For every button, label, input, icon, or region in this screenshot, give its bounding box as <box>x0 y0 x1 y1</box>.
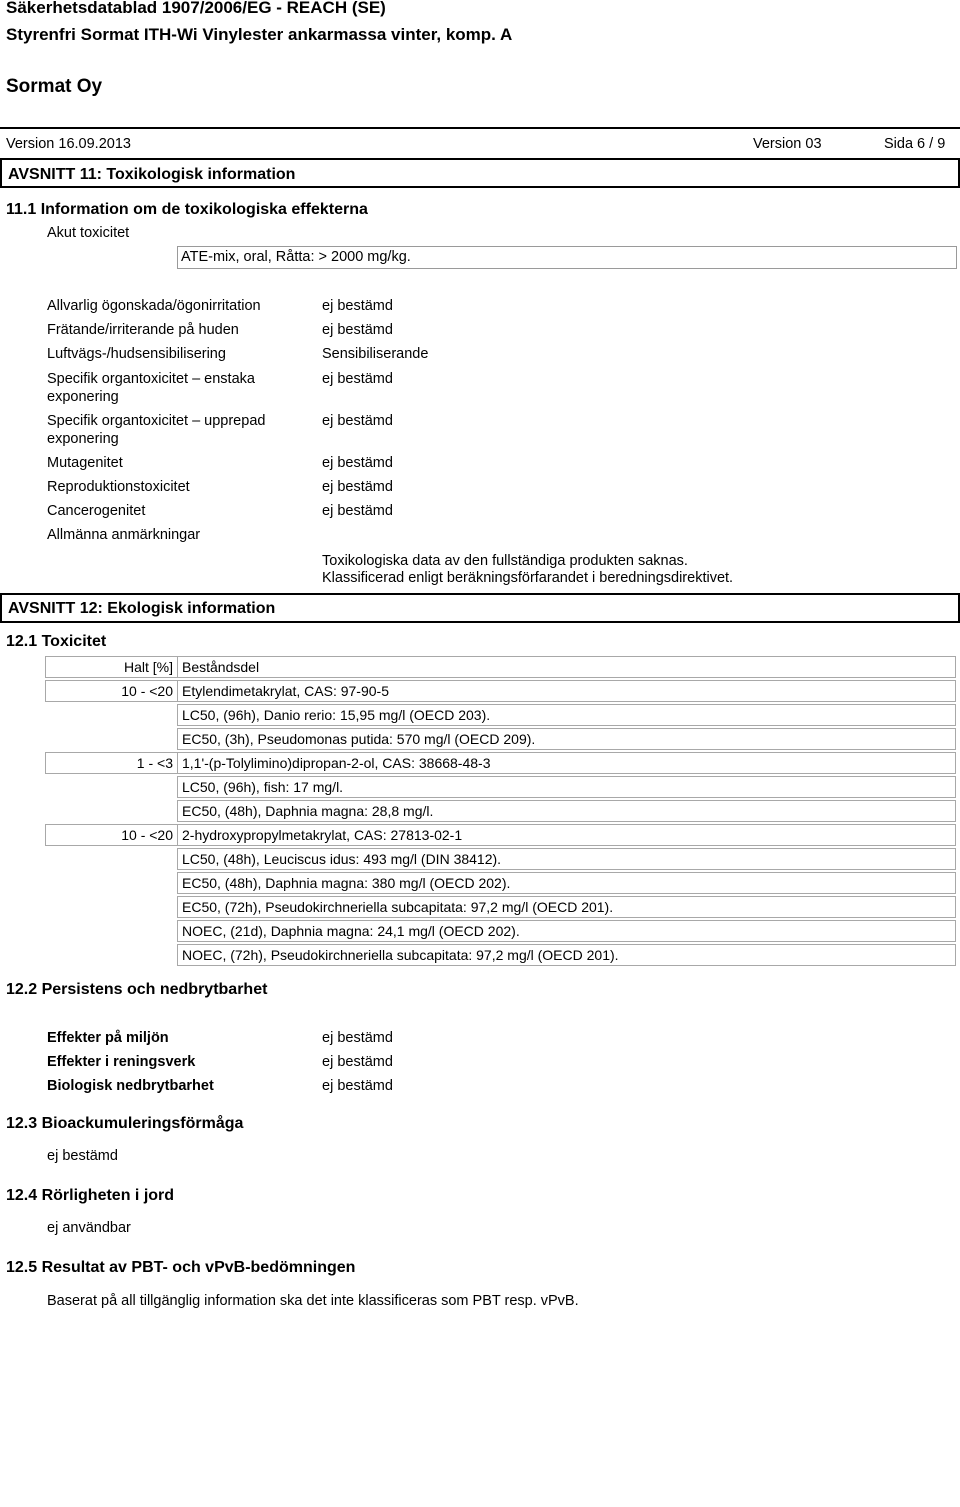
data-cell: EC50, (48h), Daphnia magna: 380 mg/l (OECD 202). <box>177 872 956 894</box>
tox-value: ej bestämd <box>322 455 393 471</box>
halt-cell: 1 - <3 <box>45 752 178 774</box>
subsection-12-3-title: 12.3 Bioackumuleringsförmåga <box>6 1115 244 1132</box>
data-cell: LC50, (48h), Leuciscus idus: 493 mg/l (DIN 38412). <box>177 848 956 870</box>
component-cell: Etylendimetakrylat, CAS: 97-90-5 <box>177 680 956 702</box>
tox-label-cont: exponering <box>47 389 119 405</box>
subsection-12-1-title: 12.1 Toxicitet <box>6 633 107 650</box>
tox-label-cont: exponering <box>47 431 119 447</box>
tox-label: Cancerogenitet <box>47 503 146 519</box>
data-cell: LC50, (96h), fish: 17 mg/l. <box>177 776 956 798</box>
tox-value: ej bestämd <box>322 503 393 519</box>
tox-label: Frätande/irriterande på huden <box>47 322 239 338</box>
tox-remark: Toxikologiska data av den fullständiga produkten saknas. <box>322 553 688 569</box>
mobility-value: ej användbar <box>47 1220 131 1236</box>
subsection-12-4-title: 12.4 Rörligheten i jord <box>6 1187 175 1204</box>
halt-cell: 10 - <20 <box>45 680 178 702</box>
tox-label: Allmänna anmärkningar <box>47 527 201 543</box>
tox-label: Specifik organtoxicitet – upprepad <box>47 413 266 429</box>
tox-label: Allvarlig ögonskada/ögonirritation <box>47 298 261 314</box>
subsection-12-2-title: 12.2 Persistens och nedbrytbarhet <box>6 981 268 998</box>
data-cell: EC50, (3h), Pseudomonas putida: 570 mg/l (OECD 209). <box>177 728 956 750</box>
persist-label: Biologisk nedbrytbarhet <box>47 1078 214 1094</box>
component-cell: 2-hydroxypropylmetakrylat, CAS: 27813-02-1 <box>177 824 956 846</box>
tox-value: ej bestämd <box>322 479 393 495</box>
data-cell: NOEC, (72h), Pseudokirchneriella subcapitata: 97,2 mg/l (OECD 201). <box>177 944 956 966</box>
tox-value: ej bestämd <box>322 298 393 314</box>
company-name: Sormat Oy <box>6 76 103 97</box>
halt-cell: 10 - <20 <box>45 824 178 846</box>
pbt-value: Baserat på all tillgänglig information ska det inte klassificeras som PBT resp. vPvB. <box>47 1293 579 1309</box>
component-cell: 1,1'-(p-Tolylimino)dipropan-2-ol, CAS: 38668-48-3 <box>177 752 956 774</box>
header-divider <box>0 127 960 129</box>
tox-value: Sensibiliserande <box>322 346 429 362</box>
acute-toxicity-box <box>177 246 957 269</box>
persist-label: Effekter i reningsverk <box>47 1054 196 1070</box>
acute-toxicity-value: ATE-mix, oral, Råtta: > 2000 mg/kg. <box>181 249 411 265</box>
halt-header: Halt [%] <box>45 656 178 678</box>
section-12-title: AVSNITT 12: Ekologisk information <box>8 600 276 617</box>
data-cell: EC50, (72h), Pseudokirchneriella subcapitata: 97,2 mg/l (OECD 201). <box>177 896 956 918</box>
tox-label: Luftvägs-/hudsensibilisering <box>47 346 226 362</box>
subsection-11-1-title: 11.1 Information om de toxikologiska effekterna <box>6 201 368 218</box>
page-number: Sida 6 / 9 <box>884 136 946 152</box>
subsection-12-5-title: 12.5 Resultat av PBT- och vPvB-bedömningen <box>6 1259 356 1276</box>
section-11-header <box>0 158 960 188</box>
component-header: Beståndsdel <box>177 656 956 678</box>
persist-value: ej bestämd <box>322 1078 393 1094</box>
tox-label: Specifik organtoxicitet – enstaka <box>47 371 255 387</box>
tox-value: ej bestämd <box>322 371 393 387</box>
document-title: Säkerhetsdatablad 1907/2006/EG - REACH (SE) <box>6 0 386 17</box>
version-date: Version 16.09.2013 <box>6 136 131 152</box>
acute-toxicity-label: Akut toxicitet <box>47 225 130 241</box>
tox-value: ej bestämd <box>322 322 393 338</box>
data-cell: LC50, (96h), Danio rerio: 15,95 mg/l (OECD 203). <box>177 704 956 726</box>
persist-value: ej bestämd <box>322 1030 393 1046</box>
persist-value: ej bestämd <box>322 1054 393 1070</box>
section-12-header <box>0 593 960 623</box>
tox-value: ej bestämd <box>322 413 393 429</box>
section-11-title: AVSNITT 11: Toxikologisk information <box>8 166 296 183</box>
bioacc-value: ej bestämd <box>47 1148 118 1164</box>
data-cell: NOEC, (21d), Daphnia magna: 24,1 mg/l (OECD 202). <box>177 920 956 942</box>
data-cell: EC50, (48h), Daphnia magna: 28,8 mg/l. <box>177 800 956 822</box>
product-name: Styrenfri Sormat ITH-Wi Vinylester ankarmassa vinter, komp. A <box>6 25 513 44</box>
tox-remark: Klassificerad enligt beräkningsförfarandet i beredningsdirektivet. <box>322 570 734 586</box>
persist-label: Effekter på miljön <box>47 1030 169 1046</box>
tox-label: Mutagenitet <box>47 455 123 471</box>
version-number: Version 03 <box>753 136 822 152</box>
tox-label: Reproduktionstoxicitet <box>47 479 190 495</box>
